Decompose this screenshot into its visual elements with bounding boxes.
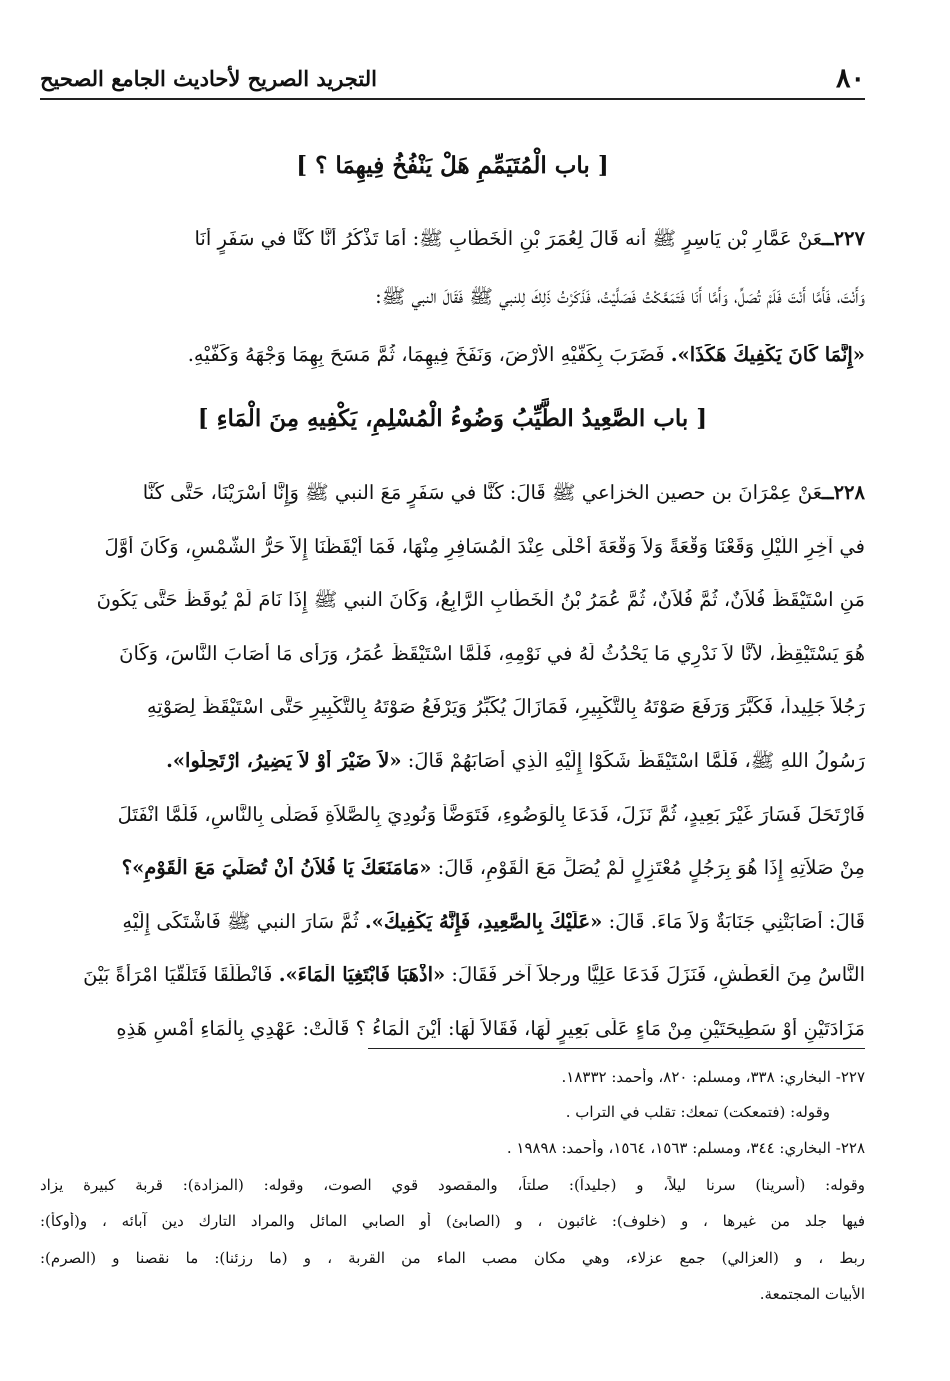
prophetic-quote: «مَامَنَعَكَ يَا فُلاَنُ أَنْ تُصَلِّيَ مَعَ الْقَوْمِ»؟ — [121, 857, 432, 880]
chapter-heading-tayammum-blowing: [ باب الْمُتَيَمِّمِ هَلْ يَنْفُخُ فِيهِمَا ؟ ] — [296, 152, 609, 179]
text-line — [40, 857, 865, 911]
hadith-number: ٢٢٧ــ — [822, 228, 865, 250]
text-line: هُوَ يَسْتَيْقِظُ، لأَنَّا لاَ نَدْرِي مَا يَحْدُثُ لَهُ في نَوْمِهِ، فَلَمَّا اسْتَيْقَظَ عُمَرُ، وَرَأَى مَا أَصَابَ النَّاسَ، وَكَانَ — [119, 642, 865, 665]
hadith-number: ٢٢٨ــ — [822, 482, 865, 504]
text-segment: رَسُولُ اللهِ ﷺ، فَلَمَّا اسْتَيْقَظَ شَكَوْا إِلَيْهِ الَّذِي أَصَابَهُمْ قَالَ: — [401, 749, 865, 772]
text-line — [40, 344, 865, 402]
footnote-228-sources: ٢٢٨- البخاري: ٣٤٤، ومسلم: ١٥٦٣، ١٥٦٤، وأحمد: ١٩٨٩٨ . — [506, 1139, 865, 1157]
chapter-heading-pure-earth: [ باب الصَّعِيدُ الطَّيِّبُ وَضُوءُ الْمُسْلِمِ، يَكْفِيهِ مِنَ الْمَاءِ ] — [197, 405, 708, 432]
footnote-line: ربط ، و (العزالي) جمع عزلاء، وهي مكان مصب الماء من القربة ، و (ما رزئنا): ما نقصنا و (الصرم): — [40, 1248, 865, 1267]
text-line — [40, 228, 865, 286]
footnote-line: وقوله: (أسرينا) سرنا ليلاً، و (جليداً): صلتاً، والمقصود قوي الصوت، وقوله: (المزادة): قربة كبيرة يزاد — [40, 1176, 865, 1194]
prophetic-quote: «عَلَيْكَ بِالصَّعِيدِ، فَإِنَّهُ يَكْفِيكَ». — [364, 910, 603, 933]
text-line: فَارْتَحَلَ فَسَارَ غَيْرَ بَعِيدٍ، ثُمَّ نَزَلَ، فَدَعَا بِالْوَضُوءِ، فَتَوَضَّأَ وَنُودِيَ بِالصَّلاَةِ فَصَلَّى بِالنَّاسِ، فَلَمَّا انْفَتَلَ — [117, 803, 865, 826]
text-segment: ثُمَّ سَارَ النبي ﷺ فَاشْتَكَى إِلَيْهِ — [122, 910, 365, 933]
hadith-228 — [40, 482, 865, 1072]
text-line: مَزَادَتَيْنِ أَوْ سَطِيحَتَيْنِ مِنْ مَاءٍ عَلَى بَعِيرٍ لَهَا، فَقَالاَ لَهَا: أَيْنَ الْمَاءُ ؟ قَالَتْ: عَهْدِي بِالْمَاءِ أَمْسِ هَذِهِ — [116, 1017, 865, 1040]
footnote-228-gloss — [40, 1176, 865, 1321]
footnote-line: الأبيات المجتمعة. — [759, 1284, 865, 1303]
page-header — [40, 58, 865, 98]
footnote-rule — [368, 1048, 865, 1049]
prophetic-quote: «إِنَّمَا كَانَ يَكْفِيكَ هَكَذَا». — [670, 344, 865, 366]
text-line — [40, 911, 865, 965]
footnote-227-sources: ٢٢٧- البخاري: ٣٣٨، ومسلم: ٨٢٠، وأحمد: ١٨٣٣٢. — [561, 1068, 865, 1086]
text-line: وَأَنْتَ، فَأَمَّا أَنْتَ فَلَمْ تُصَلِّ، وَأَمَّا أَنَا فَتَمَعَّكْتُ فَصَلَّيْتُ، فَذَكَرْتُ ذَلِكَ لِلنبي ﷺ فَقَالَ النبي ﷺ: — [375, 286, 865, 308]
text-line — [40, 964, 865, 1018]
running-title: التجريد الصريح لأحاديث الجامع الصحيح — [40, 65, 377, 91]
footnote-line: فيها جلد من غيرها ، و (خلوف): غائبون ، و (الصابئ) أو الصابي المائل والمراد التارك دين آبائه ، و(أوكأ): — [40, 1212, 865, 1231]
prophetic-quote: «لاَ ضَيْرَ أَوْ لاَ يَضِيرُ، ارْتَحِلُوا». — [166, 749, 402, 772]
text-line — [40, 482, 865, 536]
page-number: ٨٠ — [835, 62, 865, 94]
text-segment: عَنْ عِمْرَانَ بن حصين الخزاعي ﷺ قَالَ: كُنَّا في سَفَرٍ مَعَ النبي ﷺ وَإِنَّا أَسْرَيْنَا، حَتَّى كُنَّا — [142, 482, 823, 504]
text-line: في آخِرِ اللَّيْلِ وَقَعْنَا وَقْعَةً وَلاَ وَقْعَةَ أَحْلَى عِنْدَ الْمُسَافِرِ مِنْهَا، فَمَا أَيْقَظَنَا إِلاَّ حَرُّ الشَّمْسِ، وَكَانَ أَوَّلَ — [104, 535, 865, 558]
text-line: رَجُلاً جَلِيداً، فَكَبَّرَ وَرَفَعَ صَوْتَهُ بِالتَّكْبِيرِ، فَمَازَالَ يُكَبِّرُ وَيَرْفَعُ صَوْتَهُ بِالتَّكْبِيرِ حَتَّى اسْتَيْقَظَ لِصَوْتِهِ — [146, 696, 865, 719]
header-rule — [40, 98, 865, 100]
footnote-227-gloss: وقوله: (فتمعكت) تمعك: تقلب في التراب . — [565, 1103, 830, 1121]
text-segment: مِنْ صَلاَتِهِ إِذَا هُوَ بِرَجُلٍ مُعْتَزِلٍ لَمْ يُصَلِّ مَعَ الْقَوْمِ، قَالَ: — [431, 857, 865, 880]
text-line: مَنِ اسْتَيْقَظَ فُلاَنٌ، ثُمَّ فُلاَنٌ، ثُمَّ عُمَرُ بْنُ الْخَطَّابِ الرَّابِعُ، وَكَانَ النبي ﷺ إِذَا نَامَ لَمْ يُوقَظْ حَتَّى يَكُونَ — [96, 589, 865, 612]
hadith-227 — [40, 228, 865, 402]
text-line — [40, 750, 865, 804]
text-segment: فَانْطَلَقَا فَتَلَقَّيَا امْرَأَةً بَيْنَ — [83, 964, 279, 987]
text-segment: قَالَ: أَصَابَتْنِي جَنَابَةٌ وَلاَ مَاءَ. قَالَ: — [602, 910, 865, 933]
prophetic-quote: «اذْهَبَا فَابْتَغِيَا الْمَاءَ». — [278, 964, 446, 987]
text-segment: النَّاسُ مِنَ الْعَطَشِ، فَنَزَلَ فَدَعَا عَلِيًّا ورجلاً آخر فَقَالَ: — [445, 964, 865, 987]
text-segment: فَضَرَبَ بِكَفَّيْهِ الأَرْضَ، وَنَفَخَ فِيهِمَا، ثُمَّ مَسَحَ بِهِمَا وَجْهَهُ وَكَفَّيْهِ. — [187, 344, 671, 366]
text-segment: عَنْ عَمَّارِ بْن يَاسِرٍ ﷺ أنه قَالَ لِعُمَرَ بْنِ الْخَطَّابِ ﷺ: أَمَا تَذْكُرُ أَنَّا كُنَّا في سَفَرٍ أَنَا — [194, 228, 823, 250]
